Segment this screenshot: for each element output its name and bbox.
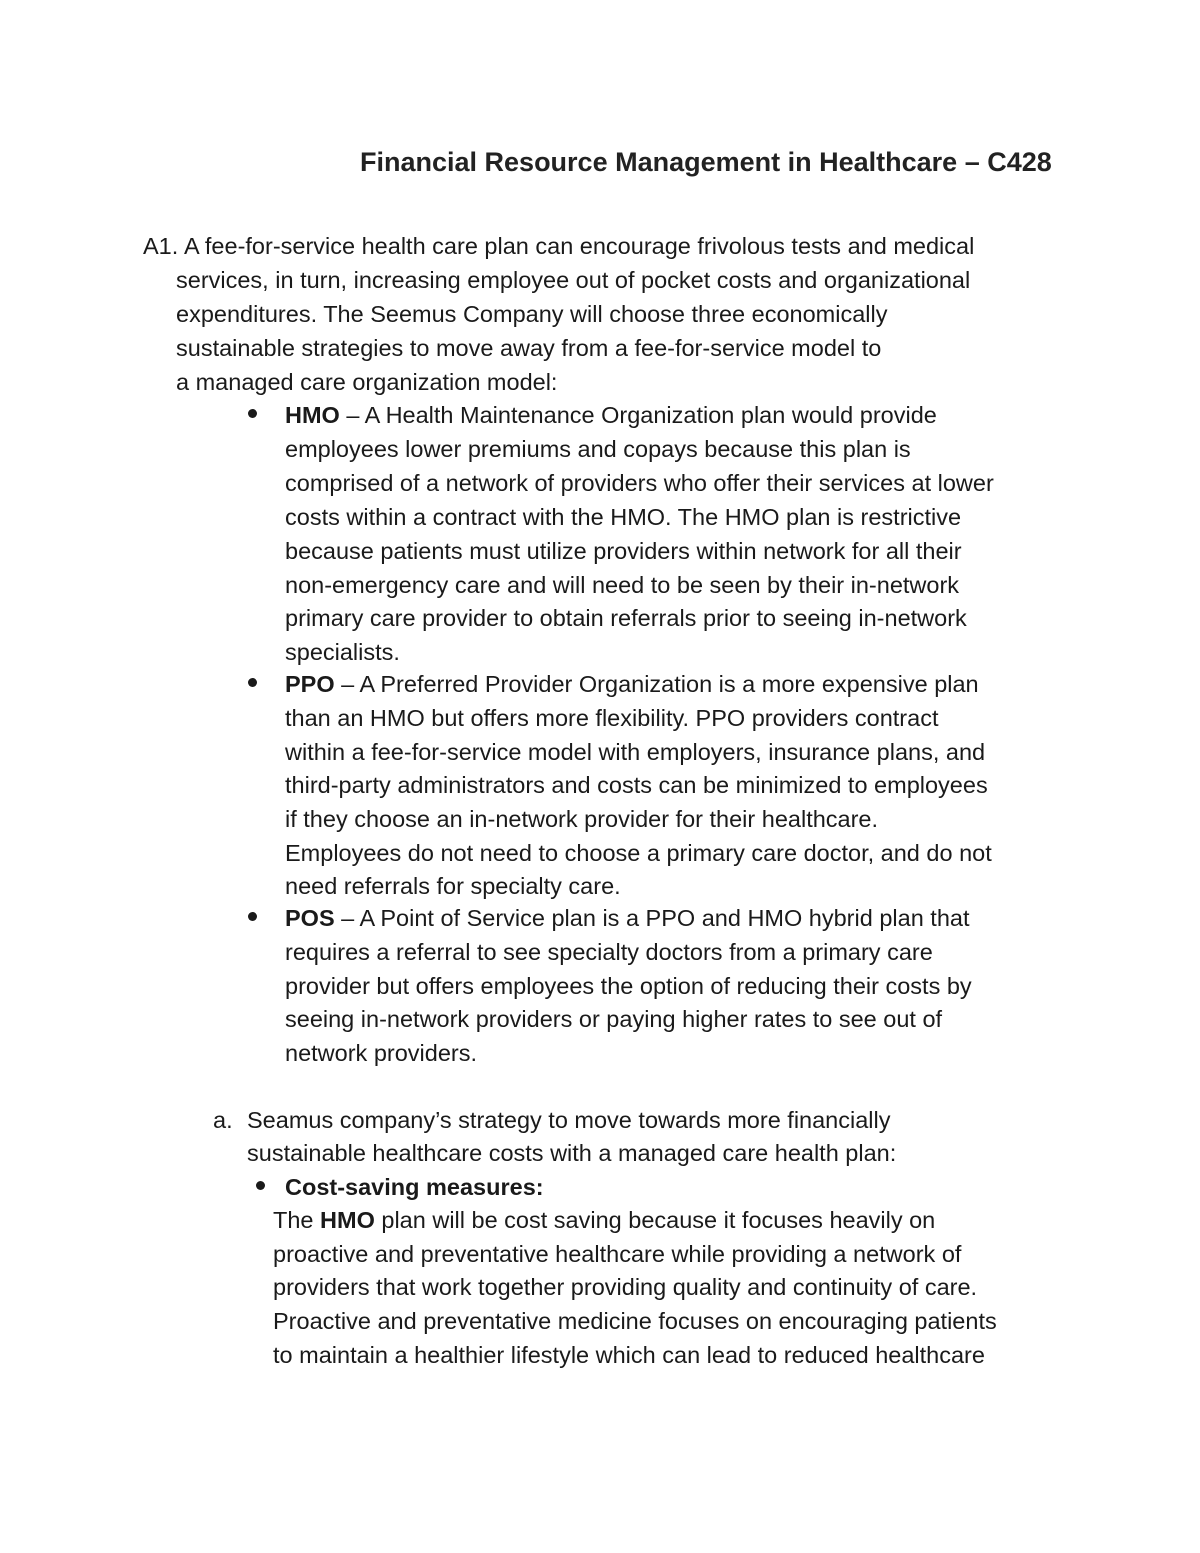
a1-intro-line-4: sustainable strategies to move away from a fee-for-service model to (176, 335, 882, 361)
plan-pos-line: network providers. (285, 1040, 477, 1066)
bullet-icon (248, 678, 257, 687)
plan-hmo-line: non-emergency care and will need to be seen by their in-network (285, 572, 960, 598)
plan-hmo-first-text: – A Health Maintenance Organization plan would provide (339, 402, 937, 428)
cost-saving-para-line: to maintain a healthier lifestyle which can lead to reduced healthcare (273, 1342, 985, 1368)
page-title: Financial Resource Management in Healthcare – C428 (360, 147, 1052, 177)
plan-ppo-first-text: – A Preferred Provider Organization is a more expensive plan (334, 671, 979, 697)
plan-hmo-first-line (285, 398, 937, 432)
plan-pos-term: POS (285, 905, 335, 931)
section-a1-label: A1. (143, 233, 179, 259)
plan-hmo-line: employees lower premiums and copays because this plan is (285, 436, 911, 462)
plan-ppo-line: within a fee-for-service model with employers, insurance plans, and (285, 739, 986, 765)
plan-ppo-line: need referrals for specialty care. (285, 873, 621, 899)
plan-ppo-term: PPO (285, 671, 335, 697)
para-bold-term: HMO (320, 1207, 375, 1233)
plan-ppo-line: than an HMO but offers more flexibility. PPO providers contract (285, 705, 939, 731)
cost-saving-para-line: proactive and preventative healthcare while providing a network of (273, 1241, 962, 1267)
plan-hmo-line: primary care provider to obtain referrals prior to seeing in-network (285, 605, 967, 631)
cost-saving-para-line: providers that work together providing quality and continuity of care. (273, 1274, 978, 1300)
cost-saving-para-first-line (273, 1203, 935, 1237)
plan-ppo-line: third-party administrators and costs can be minimized to employees (285, 772, 988, 798)
bullet-icon (248, 912, 257, 921)
section-a-label: a. (213, 1107, 233, 1133)
plan-hmo-line: because patients must utilize providers within network for all their (285, 538, 962, 564)
cost-saving-heading (285, 1170, 544, 1204)
plan-hmo-term: HMO (285, 402, 340, 428)
plan-pos-first-line (285, 901, 970, 935)
bullet-icon (256, 1181, 265, 1190)
bullet-icon (248, 409, 257, 418)
plan-pos-line: requires a referral to see specialty doctors from a primary care (285, 939, 933, 965)
plan-hmo-line: costs within a contract with the HMO. The HMO plan is restrictive (285, 504, 962, 530)
plan-ppo-first-line (285, 667, 979, 701)
plan-pos-line: provider but offers employees the option of reducing their costs by (285, 973, 972, 999)
plan-pos-first-text: – A Point of Service plan is a PPO and HMO hybrid plan that (334, 905, 970, 931)
para-first-rest: plan will be cost saving because it focuses heavily on (374, 1207, 936, 1233)
section-a-line: sustainable healthcare costs with a managed care health plan: (247, 1140, 897, 1166)
cost-saving-para-line: Proactive and preventative medicine focuses on encouraging patients (273, 1308, 997, 1334)
plan-ppo-line: Employees do not need to choose a primary care doctor, and do not (285, 840, 992, 866)
a1-intro-line-2: services, in turn, increasing employee out of pocket costs and organizational (176, 267, 971, 293)
a1-intro-line-1: A fee-for-service health care plan can encourage frivolous tests and medical (184, 233, 975, 259)
para-prefix: The (273, 1207, 321, 1233)
a1-intro-line-5: a managed care organization model: (176, 369, 558, 395)
plan-pos-line: seeing in-network providers or paying higher rates to see out of (285, 1006, 943, 1032)
cost-saving-heading-text: Cost-saving measures: (285, 1174, 544, 1200)
plan-ppo-line: if they choose an in-network provider for their healthcare. (285, 806, 879, 832)
plan-hmo-line: comprised of a network of providers who offer their services at lower (285, 470, 994, 496)
section-a-line: Seamus company’s strategy to move towards more financially (247, 1107, 891, 1133)
plan-hmo-line: specialists. (285, 639, 400, 665)
a1-intro-line-3: expenditures. The Seemus Company will choose three economically (176, 301, 888, 327)
